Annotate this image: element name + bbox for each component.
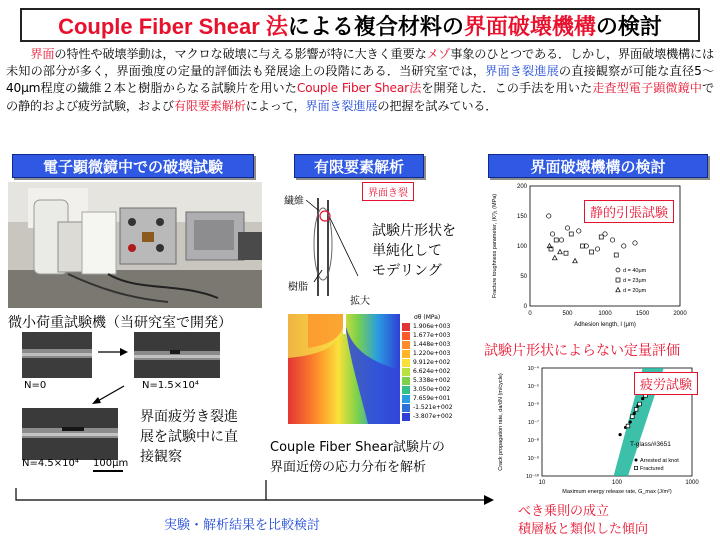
fem-legend-title: σθ (MPa) <box>414 314 441 321</box>
legend-label: d = 40μm <box>623 268 647 274</box>
y-tick-label: 0 <box>523 304 527 310</box>
fem-stress-contour <box>288 314 400 424</box>
x-tick-label: 1000 <box>598 311 612 317</box>
intro-s14: の把握を試みている． <box>377 98 498 113</box>
fatigue-caption-line-2: 展を試験中に直 <box>140 429 238 445</box>
sem-image-n2 <box>22 408 118 460</box>
crack-label: 界面き裂 <box>362 182 414 201</box>
fem-legend-row <box>402 349 453 358</box>
y-tick-label: 10⁻⁵ <box>527 384 539 390</box>
fem-legend-swatch <box>402 377 410 385</box>
model-caption-line-2: 単純化して <box>372 243 442 259</box>
resin-label: 樹脂 <box>288 282 308 293</box>
fem-legend-swatch <box>402 368 410 376</box>
sequence-arrow-2 <box>88 384 128 406</box>
fem-legend-row <box>402 394 453 403</box>
left-panel-title: 電子顕微鏡中での破壊試験 <box>12 154 254 178</box>
cycle-label-n2: N=4.5×10⁴ <box>22 458 79 469</box>
fem-legend-swatch <box>402 413 410 421</box>
x-tick-label: 1500 <box>635 311 650 317</box>
fem-legend-row <box>402 412 453 421</box>
fem-legend-items <box>402 322 453 421</box>
legend-marker <box>635 459 638 462</box>
fem-legend-value: 6.624e+002 <box>413 368 451 375</box>
fem-legend-row <box>402 340 453 349</box>
sem-image-n0 <box>22 332 92 378</box>
title-part-2: による複合材料の <box>287 13 464 39</box>
fem-legend-value: 1.220e+003 <box>413 350 451 357</box>
fiber-label: 繊維 <box>284 196 304 207</box>
intro-s7: Couple Fiber Shear法 <box>296 81 422 96</box>
intro-s12: によって， <box>245 98 306 113</box>
intro-s2: の特性や破壊挙動は，マクロな破壊に与える影響が特に大きく重要な <box>54 47 427 61</box>
power-law-label: べき乗則の成立 <box>518 504 610 519</box>
data-point <box>629 420 632 423</box>
stress-caption-line-1: Couple Fiber Shear試験片の <box>270 440 445 455</box>
x-tick-label: 10 <box>538 480 546 486</box>
y-tick-label: 150 <box>516 214 527 220</box>
fem-legend-value: 9.912e+002 <box>413 359 451 366</box>
compare-label: 実験・解析結果を比較検討 <box>164 518 321 533</box>
title-part-3: 界面破壊機構 <box>463 13 596 39</box>
intro-s3: メゾ <box>426 47 451 61</box>
cycle-label-n0: N=0 <box>24 380 47 391</box>
model-caption-line-1: 試験片形状を <box>372 223 456 239</box>
cycle-label-n1: N=1.5×10⁴ <box>142 380 199 391</box>
fem-legend-swatch <box>402 404 410 412</box>
y-tick-label: 10⁻⁷ <box>527 420 539 426</box>
intro-s10: での静的および疲労試験，および <box>6 81 715 113</box>
right-panel-title: 界面破壊機構の検討 <box>488 154 708 178</box>
data-point <box>619 433 622 436</box>
fem-legend-swatch <box>402 332 410 340</box>
x-tick-label: 0 <box>528 311 532 317</box>
legend-label: d = 20μm <box>623 288 647 294</box>
fem-legend-swatch <box>402 323 410 331</box>
x-tick-label: 500 <box>562 311 573 317</box>
data-point <box>638 402 642 406</box>
fem-legend-value: 5.338e+002 <box>413 377 451 384</box>
mid-panel-title: 有限要素解析 <box>294 154 424 178</box>
compare-arrow-2 <box>258 480 274 502</box>
intro-paragraph <box>6 46 714 115</box>
stress-caption-line-2: 界面近傍の応力分布を解析 <box>270 460 427 475</box>
y-tick-label: 10⁻⁶ <box>527 402 539 408</box>
y-tick-label: 100 <box>516 244 527 250</box>
intro-s11: 有限要素解析 <box>173 98 246 113</box>
data-point <box>626 424 630 428</box>
enlarge-label: 拡大 <box>350 296 370 307</box>
x-tick-label: 100 <box>611 480 623 486</box>
fem-legend-swatch <box>402 395 410 403</box>
title-part-4: の検討 <box>595 13 662 39</box>
x-tick-label: 2000 <box>673 311 687 317</box>
title-part-1: Couple Fiber Shear 法 <box>58 13 288 39</box>
machine-caption: 微小荷重試験機（当研究室で開発） <box>8 315 232 331</box>
legend-label: Arrested at knot <box>640 458 679 464</box>
y-tick-label: 10⁻⁴ <box>527 366 539 372</box>
chart-annotation: T-glass/#3651 <box>630 441 671 448</box>
specimen-diagram <box>300 196 360 300</box>
laminate-tendency-label: 積層板と類似した傾向 <box>518 522 649 537</box>
fem-legend-value: 1.677e+003 <box>413 332 451 339</box>
intro-s6: の直接観察が可能な直径5～40μm程度の繊維２本と樹脂からなる試験片を用いた <box>6 64 714 96</box>
test-machine-photo <box>8 182 262 308</box>
fem-legend-value: -1.521e+002 <box>413 404 453 411</box>
fem-legend-value: -3.807e+002 <box>413 413 453 420</box>
data-point <box>634 408 638 412</box>
fem-legend-row <box>402 358 453 367</box>
y-tick-label: 10⁻⁹ <box>527 456 539 462</box>
y-tick-label: 50 <box>520 274 527 280</box>
y-tick-label: 10⁻⁸ <box>527 438 539 444</box>
intro-s13: 界面き裂進展 <box>305 98 378 113</box>
sem-image-n1 <box>134 332 220 378</box>
compare-arrow <box>14 488 494 508</box>
y-tick-label: 10⁻¹⁰ <box>525 474 539 480</box>
static-test-label: 静的引張試験 <box>584 200 674 223</box>
page-title <box>20 8 700 42</box>
legend-marker <box>634 466 637 469</box>
intro-s4: 事象のひとつである．しかし，界面破壊機構には未知の部分が多く，界面強度の定量的評価法も発展途上の段階にある．当研究室では， <box>6 47 715 79</box>
x-axis-label: Adhesion length, l (μm) <box>574 322 636 328</box>
fem-legend-swatch <box>402 341 410 349</box>
fem-legend-swatch <box>402 359 410 367</box>
x-tick-label: 1000 <box>685 480 699 486</box>
y-tick-label: 200 <box>516 184 527 190</box>
fem-legend-row <box>402 331 453 340</box>
fem-legend-swatch <box>402 386 410 394</box>
fem-legend-row <box>402 367 453 376</box>
intro-s1: 界面 <box>30 47 55 61</box>
x-axis-label: Maximum energy release rate, G_max (J/m²) <box>562 489 672 495</box>
y-axis-label: Fracture toughness parameter, (K²)₁ (MPa) <box>492 193 498 299</box>
data-point <box>631 415 635 419</box>
legend-label: Fractured <box>640 466 664 472</box>
intro-s5: 界面き裂進展 <box>485 64 559 79</box>
fem-legend-row <box>402 322 453 331</box>
sequence-arrow-1 <box>98 346 128 358</box>
y-axis-label: Crack propagation rate, da/dN (m/cycle) <box>498 373 504 471</box>
fem-legend-value: 3.050e+002 <box>413 386 451 393</box>
model-caption-line-3: モデリング <box>372 263 442 279</box>
fem-legend-row <box>402 376 453 385</box>
fatigue-test-label: 疲労試験 <box>634 372 698 395</box>
fem-legend-row <box>402 385 453 394</box>
legend-label: d = 23μm <box>623 278 647 284</box>
fem-legend-value: 1.448e+003 <box>413 341 451 348</box>
fem-legend <box>402 314 466 426</box>
fem-legend-row <box>402 403 453 412</box>
fem-legend-value: 7.659e+001 <box>413 395 451 402</box>
quant-eval-label: 試験片形状によらない定量評価 <box>484 343 680 359</box>
intro-s9: 走査型電子顕微鏡中 <box>592 81 703 96</box>
fem-legend-value: 1.906e+003 <box>413 323 451 330</box>
fem-legend-swatch <box>402 350 410 358</box>
fatigue-caption-line-3: 接観察 <box>140 449 182 465</box>
scale-bar <box>93 470 123 472</box>
fatigue-caption-line-1: 界面疲労き裂進 <box>140 409 238 425</box>
scale-bar-label: 100μm <box>93 458 129 469</box>
intro-s8: を開発した．この手法を用いた <box>421 81 593 96</box>
